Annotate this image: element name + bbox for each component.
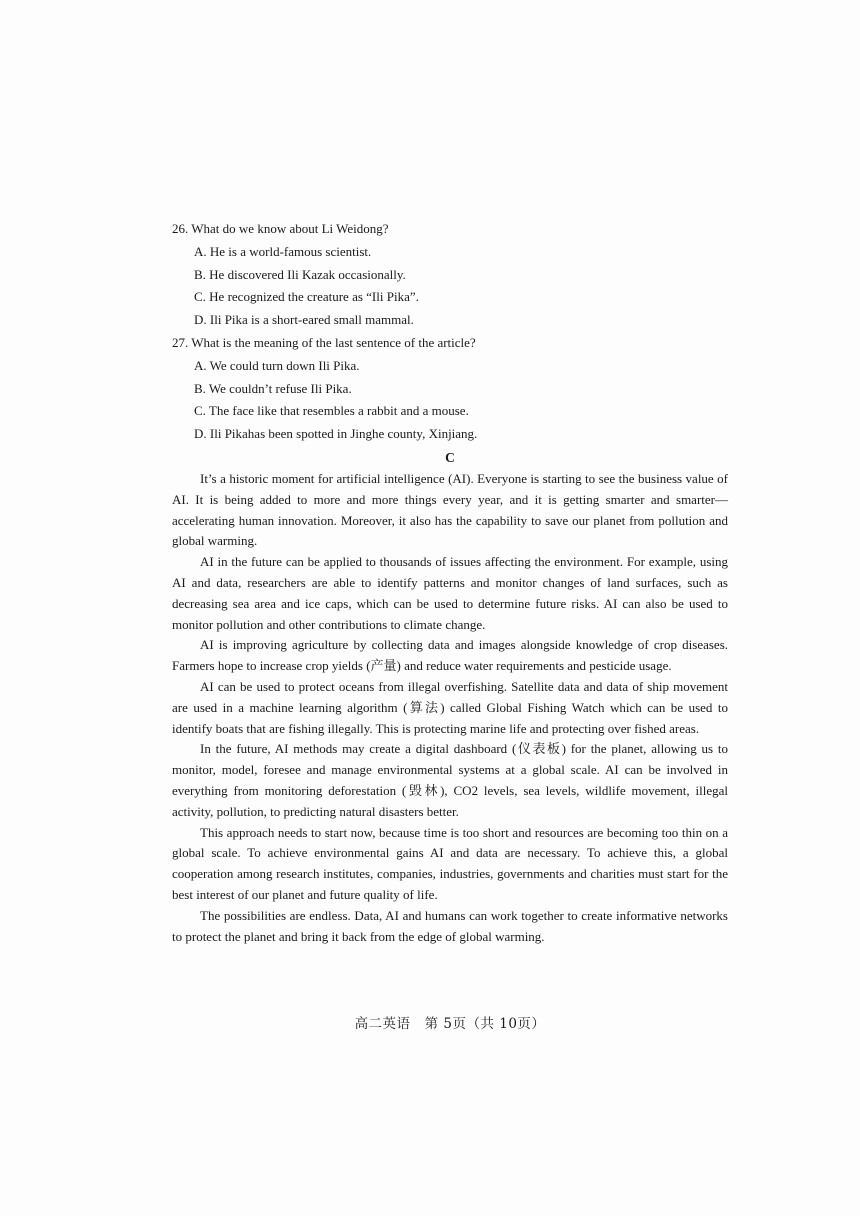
passage-paragraph-7: The possibilities are endless. Data, AI and humans can work together to create informative networks to protect the planet and bring it back from the edge of global warming. bbox=[172, 907, 728, 944]
question-26-option-c: C. He recognized the creature as “Ili Pika”. bbox=[194, 289, 419, 305]
passage-paragraph-1: It’s a historic moment for artificial intelligence (AI). Everyone is starting to see the business value of AI. It is being added to more and more things every year, and it is getting smarter and smarter—accelerating human innovation. Moreover, it also has the capability to save our planet from pollution and global warming. bbox=[172, 471, 728, 549]
question-26-option-d: D. Ili Pika is a short-eared small mammal. bbox=[194, 312, 414, 328]
question-26-option-b: B. He discovered Ili Kazak occasionally. bbox=[194, 266, 406, 282]
question-block bbox=[172, 218, 732, 446]
reading-passage bbox=[172, 469, 728, 947]
page-footer: 高二英语 第 5页（共 10页） bbox=[354, 1016, 546, 1032]
question-27-option-b: B. We couldn’t refuse Ili Pika. bbox=[194, 380, 352, 396]
question-27-option-a: A. We could turn down Ili Pika. bbox=[194, 357, 360, 373]
passage-paragraph-4: AI can be used to protect oceans from illegal overfishing. Satellite data and data of ship movement are used in a machine learning algorithm (算法) called Global Fishing Watch which can be used to identify boats that are fishing illegally. This is protecting marine life and protecting over fished areas. bbox=[172, 678, 728, 736]
question-27-option-d: D. Ili Pikahas been spotted in Jinghe county, Xinjiang. bbox=[194, 426, 478, 442]
question-27-stem: 27. What is the meaning of the last sentence of the article? bbox=[172, 334, 476, 350]
section-title: C bbox=[445, 450, 455, 465]
question-26-option-a: A. He is a world-famous scientist. bbox=[194, 243, 372, 259]
question-26-stem: 26. What do we know about Li Weidong? bbox=[172, 221, 389, 236]
passage-paragraph-5: In the future, AI methods may create a digital dashboard (仪表板) for the planet, allowing us to monitor, model, foresee and manage environmental systems at a global scale. AI can be involved in everything from monitoring deforestation (毁林), CO2 levels, sea levels, wildlife movement, illegal activity, pollution, to predicting natural disasters better. bbox=[172, 741, 728, 819]
passage-paragraph-2: AI in the future can be applied to thousands of issues affecting the environment. For example, using AI and data, researchers are able to identify patterns and monitor changes of land surfaces, such as decreasing sea area and ice caps, which can be used to determine future risks. AI can also be used to monitor pollution and other contributions to climate change. bbox=[172, 554, 728, 632]
passage-paragraph-3: AI is improving agriculture by collecting data and images alongside knowledge of crop diseases. Farmers hope to increase crop yields (产量) and reduce water requirements and pesticide usage. bbox=[172, 637, 728, 674]
passage-paragraph-6: This approach needs to start now, because time is too short and resources are becoming too thin on a global scale. To achieve environmental gains AI and data are necessary. To achieve this, a global cooperation among research institutes, companies, industries, governments and charities must start for the best interest of our planet and future quality of life. bbox=[172, 824, 728, 902]
question-27-option-c: C. The face like that resembles a rabbit and a mouse. bbox=[194, 403, 469, 419]
